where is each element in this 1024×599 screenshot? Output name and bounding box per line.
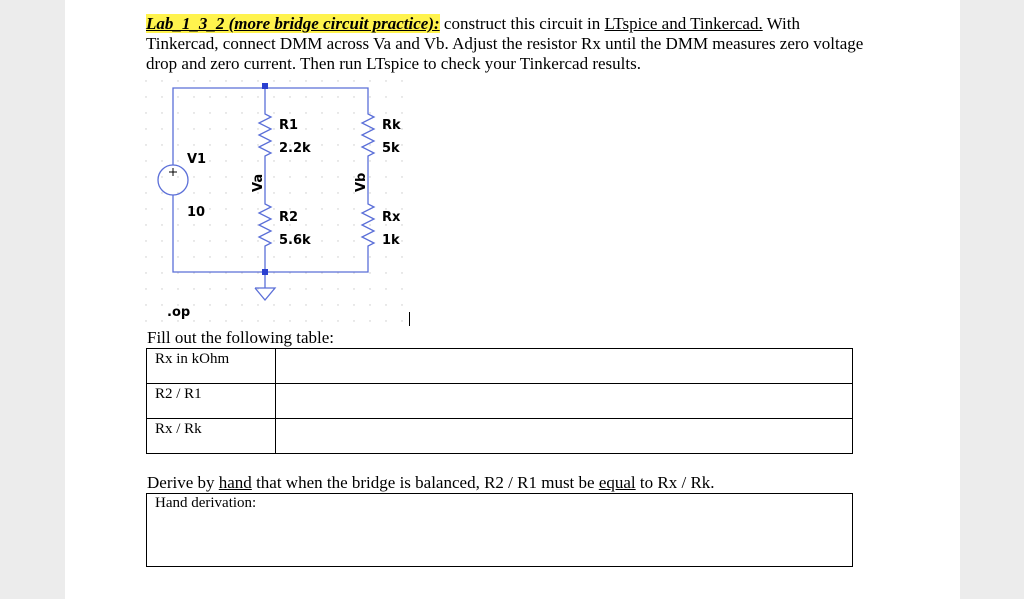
text-cursor bbox=[409, 312, 410, 326]
node-b-label: Vb bbox=[354, 172, 369, 192]
table-row bbox=[147, 349, 853, 384]
table-row bbox=[147, 419, 853, 454]
derive-equal: equal bbox=[598, 473, 636, 492]
rx-name: Rx bbox=[382, 210, 401, 225]
derivation-prompt bbox=[147, 473, 715, 493]
r2-value: 5.6k bbox=[279, 233, 311, 248]
source-value: 10 bbox=[187, 205, 206, 220]
answer-table bbox=[146, 348, 853, 454]
tools-link[interactable]: LTspice and Tinkercad. bbox=[604, 14, 763, 33]
rk-name: Rk bbox=[382, 118, 401, 133]
row-label: Rx / Rk bbox=[147, 419, 276, 454]
answer-cell[interactable] bbox=[276, 384, 853, 419]
derive-text-2: that when the bridge is balanced, R2 / R1 must be bbox=[251, 473, 599, 492]
source-name: V1 bbox=[187, 152, 207, 167]
derive-hand: hand bbox=[218, 473, 252, 492]
rk-value: 5k bbox=[382, 141, 400, 156]
r2-name: R2 bbox=[279, 210, 299, 225]
r1-name: R1 bbox=[279, 118, 299, 133]
lab-title: Lab_1_3_2 (more bridge circuit practice): bbox=[146, 14, 440, 33]
rx-value: 1k bbox=[382, 233, 400, 248]
hand-derivation-box[interactable] bbox=[146, 493, 853, 567]
derive-text-1: Derive by bbox=[147, 473, 219, 492]
table-prompt: Fill out the following table: bbox=[147, 328, 334, 347]
bridge-circuit-schematic bbox=[145, 80, 415, 330]
node-a-label: Va bbox=[251, 173, 266, 192]
op-directive: .op bbox=[167, 305, 191, 320]
intro-text-2: With Tinkercad, connect DMM across Va and Vb. Adjust the resistor Rx until the DMM measures zero voltage drop and zero current. Then run LTspice to check your Tinkercad results. bbox=[146, 14, 864, 73]
row-label: R2 / R1 bbox=[147, 384, 276, 419]
r1-value: 2.2k bbox=[279, 141, 311, 156]
answer-cell[interactable] bbox=[276, 349, 853, 384]
bottom-node bbox=[262, 269, 268, 275]
answer-cell[interactable] bbox=[276, 419, 853, 454]
row-label: Rx in kOhm bbox=[147, 349, 276, 384]
top-node bbox=[262, 83, 268, 89]
hand-derivation-label: Hand derivation: bbox=[155, 495, 257, 511]
intro-paragraph bbox=[146, 14, 866, 74]
intro-text-1: construct this circuit in bbox=[439, 14, 605, 33]
table-row bbox=[147, 384, 853, 419]
derive-text-3: to Rx / Rk. bbox=[635, 473, 715, 492]
